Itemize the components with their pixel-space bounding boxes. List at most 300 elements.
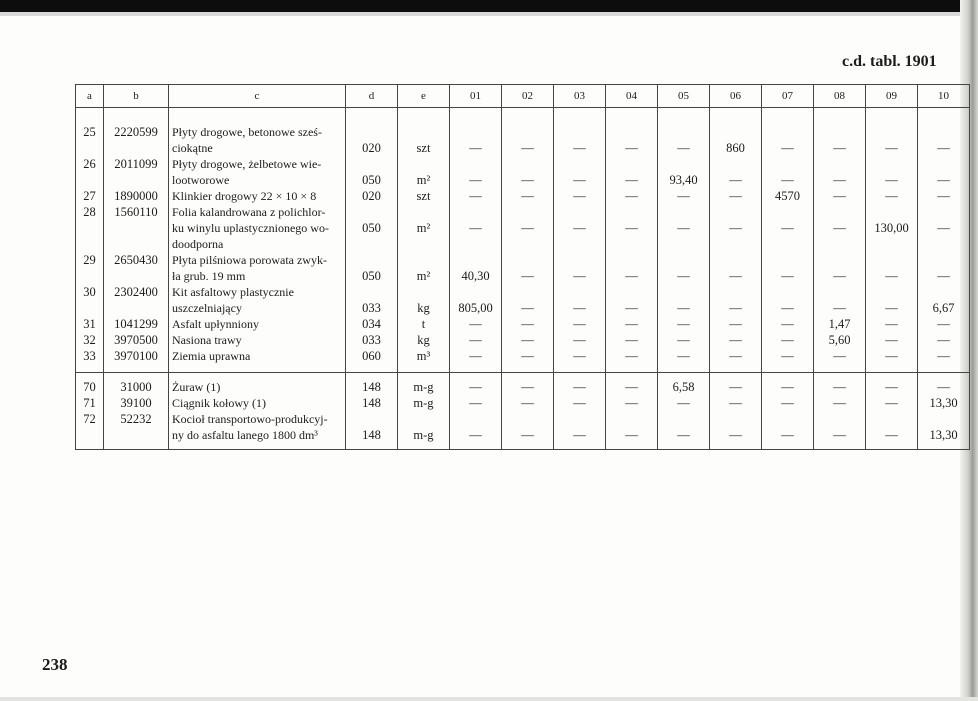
value-cell xyxy=(554,252,606,284)
value-cell-text: — xyxy=(625,269,638,283)
unit xyxy=(398,395,450,411)
value-cell-text: 6,67 xyxy=(932,301,955,315)
value-cell xyxy=(918,373,970,396)
item-description xyxy=(169,373,346,396)
description-line: doodporna xyxy=(172,237,224,251)
value-cell xyxy=(866,348,918,373)
table-row xyxy=(76,332,970,348)
value-cell-text: — xyxy=(469,317,482,331)
unit-code-text: 033 xyxy=(362,333,381,347)
value-cell-text: — xyxy=(937,141,950,155)
value-cell xyxy=(918,156,970,188)
value-cell-text: — xyxy=(833,173,846,187)
value-cell xyxy=(918,252,970,284)
row-index-text: 71 xyxy=(83,396,96,410)
value-cell-text: 93,40 xyxy=(669,173,698,187)
value-cell-text: — xyxy=(729,301,742,315)
item-code-text: 2220599 xyxy=(114,125,158,139)
value-cell-text: — xyxy=(573,333,586,347)
value-cell xyxy=(606,395,658,411)
value-cell xyxy=(450,156,502,188)
value-cell-text: — xyxy=(937,189,950,203)
unit-code-text: 060 xyxy=(362,349,381,363)
unit xyxy=(398,108,450,157)
value-cell xyxy=(502,284,554,316)
value-cell xyxy=(762,284,814,316)
row-index xyxy=(76,188,104,204)
unit-text: m-g xyxy=(413,380,434,394)
unit-code-text: 020 xyxy=(362,141,381,155)
value-cell-text: — xyxy=(937,269,950,283)
value-cell-text: — xyxy=(781,396,794,410)
value-cell xyxy=(502,108,554,157)
value-cell-text: — xyxy=(781,221,794,235)
row-index xyxy=(76,108,104,157)
value-cell-text: — xyxy=(833,301,846,315)
value-cell-text: — xyxy=(625,380,638,394)
unit-code-text: 050 xyxy=(362,173,381,187)
item-code-text: 1041299 xyxy=(114,317,158,331)
value-cell-text: — xyxy=(625,189,638,203)
scan-bottom-border xyxy=(0,697,978,701)
item-code-text: 3970100 xyxy=(114,349,158,363)
row-index xyxy=(76,373,104,396)
value-cell xyxy=(814,108,866,157)
value-cell-text: — xyxy=(625,173,638,187)
value-cell-text: — xyxy=(833,349,846,363)
header-cell: 01 xyxy=(450,85,502,108)
value-cell xyxy=(450,395,502,411)
row-index xyxy=(76,348,104,373)
value-cell xyxy=(554,284,606,316)
value-cell-text: — xyxy=(573,221,586,235)
row-index-text: 31 xyxy=(83,317,96,331)
value-cell-text: 860 xyxy=(726,141,745,155)
item-code xyxy=(104,188,169,204)
item-code xyxy=(104,316,169,332)
header-cell: 03 xyxy=(554,85,606,108)
value-cell xyxy=(554,348,606,373)
item-description xyxy=(169,411,346,450)
value-cell xyxy=(762,395,814,411)
value-cell-text: — xyxy=(781,333,794,347)
row-index-text: 27 xyxy=(83,189,96,203)
item-description xyxy=(169,204,346,252)
row-index-text: 70 xyxy=(83,380,96,394)
value-cell xyxy=(814,316,866,332)
value-cell xyxy=(918,411,970,450)
unit-code-text: 148 xyxy=(362,428,381,442)
unit-code-text: 148 xyxy=(362,380,381,394)
description-line: Asfalt upłynniony xyxy=(172,317,259,331)
item-code-text: 1890000 xyxy=(114,189,158,203)
header-cell: 02 xyxy=(502,85,554,108)
value-cell-text: 40,30 xyxy=(461,269,490,283)
value-cell xyxy=(866,204,918,252)
value-cell xyxy=(918,395,970,411)
unit xyxy=(398,316,450,332)
value-cell-text: — xyxy=(885,189,898,203)
value-cell xyxy=(502,411,554,450)
value-cell-text: — xyxy=(521,396,534,410)
value-cell xyxy=(658,395,710,411)
unit-code xyxy=(346,395,398,411)
value-cell-text: — xyxy=(781,301,794,315)
unit-code xyxy=(346,411,398,450)
value-cell-text: — xyxy=(885,173,898,187)
table-row xyxy=(76,252,970,284)
description-line: Nasiona trawy xyxy=(172,333,242,347)
value-cell xyxy=(658,252,710,284)
value-cell-text: — xyxy=(833,380,846,394)
item-description xyxy=(169,156,346,188)
value-cell-text: — xyxy=(729,333,742,347)
unit xyxy=(398,332,450,348)
value-cell-text: — xyxy=(469,333,482,347)
value-cell xyxy=(554,373,606,396)
header-cell: d xyxy=(346,85,398,108)
value-cell-text: — xyxy=(573,317,586,331)
value-cell-text: — xyxy=(885,396,898,410)
value-cell xyxy=(814,411,866,450)
value-cell xyxy=(658,284,710,316)
value-cell xyxy=(762,332,814,348)
table-row xyxy=(76,348,970,373)
description-line: Kit asfaltowy plastycznie xyxy=(172,285,294,299)
value-cell-text: — xyxy=(573,189,586,203)
value-cell xyxy=(710,108,762,157)
unit xyxy=(398,156,450,188)
table-row xyxy=(76,204,970,252)
value-cell xyxy=(658,348,710,373)
value-cell-text: — xyxy=(625,333,638,347)
row-index-text: 30 xyxy=(83,285,96,299)
value-cell xyxy=(710,373,762,396)
item-code xyxy=(104,332,169,348)
value-cell xyxy=(866,252,918,284)
unit-text: szt xyxy=(416,189,431,203)
value-cell-text: — xyxy=(937,317,950,331)
unit-text: m² xyxy=(416,221,431,235)
table-row xyxy=(76,373,970,396)
value-cell xyxy=(710,284,762,316)
value-cell xyxy=(450,316,502,332)
value-cell-text: — xyxy=(625,141,638,155)
row-index-text: 25 xyxy=(83,125,96,139)
value-cell xyxy=(450,332,502,348)
description-line: Ziemia uprawna xyxy=(172,349,251,363)
item-description xyxy=(169,188,346,204)
description-line: Płyty drogowe, betonowe sześ- xyxy=(172,125,322,139)
value-cell xyxy=(762,411,814,450)
unit-code-text: 020 xyxy=(362,189,381,203)
value-cell xyxy=(606,188,658,204)
value-cell-text: — xyxy=(937,380,950,394)
header-cell: c xyxy=(169,85,346,108)
unit-code xyxy=(346,204,398,252)
value-cell-text: — xyxy=(885,333,898,347)
value-cell-text: — xyxy=(781,380,794,394)
item-code-text: 31000 xyxy=(120,380,152,394)
unit-text: szt xyxy=(416,141,431,155)
value-cell-text: — xyxy=(625,349,638,363)
value-cell-text: — xyxy=(573,301,586,315)
unit-code xyxy=(346,348,398,373)
value-cell-text: — xyxy=(521,428,534,442)
value-cell xyxy=(658,188,710,204)
unit-code xyxy=(346,284,398,316)
value-cell xyxy=(710,204,762,252)
unit-code xyxy=(346,108,398,157)
value-cell xyxy=(606,204,658,252)
value-cell-text: 805,00 xyxy=(458,301,493,315)
value-cell xyxy=(450,373,502,396)
value-cell xyxy=(814,284,866,316)
unit-code xyxy=(346,252,398,284)
value-cell-text: — xyxy=(885,269,898,283)
value-cell xyxy=(866,156,918,188)
value-cell xyxy=(606,156,658,188)
value-cell xyxy=(918,316,970,332)
table-row xyxy=(76,395,970,411)
value-cell xyxy=(450,108,502,157)
value-cell xyxy=(450,252,502,284)
header-cell: 07 xyxy=(762,85,814,108)
item-description xyxy=(169,395,346,411)
value-cell-text: — xyxy=(573,380,586,394)
value-cell-text: — xyxy=(469,221,482,235)
unit-code-text: 050 xyxy=(362,269,381,283)
value-cell xyxy=(762,156,814,188)
unit-text: kg xyxy=(417,333,430,347)
value-cell-text: — xyxy=(521,380,534,394)
value-cell-text: — xyxy=(521,173,534,187)
value-cell xyxy=(554,156,606,188)
description-line: ku winylu uplastycznionego wo- xyxy=(172,221,329,235)
data-table xyxy=(75,84,970,450)
value-cell xyxy=(762,108,814,157)
value-cell xyxy=(554,188,606,204)
value-cell xyxy=(658,332,710,348)
row-index-text: 29 xyxy=(83,253,96,267)
value-cell-text: — xyxy=(521,221,534,235)
table-row xyxy=(76,156,970,188)
value-cell xyxy=(814,332,866,348)
unit-text: m² xyxy=(416,269,431,283)
description-line: ciokątne xyxy=(172,141,213,155)
unit-code-text: 033 xyxy=(362,301,381,315)
value-cell xyxy=(710,395,762,411)
value-cell xyxy=(554,204,606,252)
unit xyxy=(398,284,450,316)
header-cell: 06 xyxy=(710,85,762,108)
value-cell-text: — xyxy=(885,317,898,331)
value-cell-text: — xyxy=(677,428,690,442)
value-cell xyxy=(814,252,866,284)
value-cell xyxy=(606,108,658,157)
value-cell-text: — xyxy=(729,269,742,283)
item-code xyxy=(104,411,169,450)
value-cell xyxy=(502,332,554,348)
value-cell xyxy=(866,373,918,396)
value-cell xyxy=(710,316,762,332)
value-cell-text: — xyxy=(885,141,898,155)
value-cell xyxy=(658,108,710,157)
value-cell-text: — xyxy=(781,173,794,187)
row-index xyxy=(76,252,104,284)
value-cell xyxy=(710,348,762,373)
item-code xyxy=(104,156,169,188)
value-cell-text: — xyxy=(677,141,690,155)
value-cell-text: — xyxy=(469,189,482,203)
value-cell xyxy=(866,332,918,348)
value-cell-text: — xyxy=(469,428,482,442)
value-cell-text: — xyxy=(469,141,482,155)
table-row xyxy=(76,108,970,157)
unit xyxy=(398,348,450,373)
value-cell-text: — xyxy=(937,333,950,347)
value-cell-text: — xyxy=(833,141,846,155)
description-line: Folia kalandrowana z polichlor- xyxy=(172,205,326,219)
value-cell xyxy=(658,156,710,188)
row-index xyxy=(76,411,104,450)
value-cell xyxy=(502,395,554,411)
value-cell xyxy=(502,252,554,284)
value-cell xyxy=(658,373,710,396)
unit xyxy=(398,252,450,284)
value-cell-text: — xyxy=(833,189,846,203)
value-cell-text: — xyxy=(677,396,690,410)
item-description xyxy=(169,108,346,157)
value-cell xyxy=(866,188,918,204)
value-cell xyxy=(502,316,554,332)
item-description xyxy=(169,284,346,316)
item-code-text: 2302400 xyxy=(114,285,158,299)
value-cell xyxy=(606,332,658,348)
value-cell-text: — xyxy=(781,428,794,442)
value-cell xyxy=(866,395,918,411)
value-cell xyxy=(658,316,710,332)
value-cell-text: — xyxy=(729,428,742,442)
row-index xyxy=(76,284,104,316)
value-cell xyxy=(710,332,762,348)
value-cell-text: — xyxy=(521,189,534,203)
unit-text: kg xyxy=(417,301,430,315)
description-line: Ciągnik kołowy (1) xyxy=(172,396,266,410)
header-row xyxy=(76,85,970,108)
value-cell xyxy=(762,316,814,332)
value-cell xyxy=(554,332,606,348)
value-cell-text: 13,30 xyxy=(929,428,958,442)
value-cell-text: — xyxy=(677,349,690,363)
item-code-text: 3970500 xyxy=(114,333,158,347)
value-cell xyxy=(710,188,762,204)
description-line: Klinkier drogowy 22 × 10 × 8 xyxy=(172,189,317,203)
unit-code xyxy=(346,373,398,396)
value-cell-text: — xyxy=(729,189,742,203)
value-cell xyxy=(762,252,814,284)
value-cell-text: 5,60 xyxy=(828,333,851,347)
value-cell xyxy=(866,316,918,332)
scan-top-shadow xyxy=(0,12,978,16)
value-cell-text: 1,47 xyxy=(828,317,851,331)
unit-code xyxy=(346,156,398,188)
value-cell xyxy=(450,204,502,252)
item-code-text: 2011099 xyxy=(114,157,158,171)
value-cell xyxy=(918,188,970,204)
value-cell-text: — xyxy=(833,269,846,283)
value-cell-text: — xyxy=(573,141,586,155)
value-cell-text: — xyxy=(469,349,482,363)
value-cell xyxy=(502,156,554,188)
value-cell-text: — xyxy=(885,380,898,394)
item-code-text: 2650430 xyxy=(114,253,158,267)
table-group-materials xyxy=(76,108,970,373)
value-cell-text: — xyxy=(781,349,794,363)
value-cell xyxy=(814,348,866,373)
value-cell xyxy=(814,188,866,204)
value-cell xyxy=(866,284,918,316)
value-cell-text: — xyxy=(937,221,950,235)
value-cell-text: — xyxy=(833,221,846,235)
item-description xyxy=(169,316,346,332)
value-cell xyxy=(814,395,866,411)
value-cell-text: — xyxy=(937,173,950,187)
value-cell xyxy=(710,156,762,188)
value-cell xyxy=(606,316,658,332)
value-cell-text: — xyxy=(573,173,586,187)
header-cell: b xyxy=(104,85,169,108)
value-cell xyxy=(502,348,554,373)
value-cell xyxy=(450,411,502,450)
value-cell-text: — xyxy=(625,221,638,235)
value-cell xyxy=(918,108,970,157)
value-cell-text: — xyxy=(521,269,534,283)
value-cell-text: — xyxy=(521,141,534,155)
description-line: lootworowe xyxy=(172,173,230,187)
value-cell xyxy=(606,252,658,284)
unit xyxy=(398,204,450,252)
value-cell xyxy=(762,204,814,252)
unit xyxy=(398,411,450,450)
value-cell xyxy=(814,204,866,252)
table-group-equipment xyxy=(76,373,970,450)
value-cell-text: — xyxy=(729,349,742,363)
page-number: 238 xyxy=(42,655,68,674)
value-cell-text: 4570 xyxy=(775,189,800,203)
description-line: Płyty drogowe, żelbetowe wie- xyxy=(172,157,322,171)
value-cell-text: — xyxy=(521,317,534,331)
value-cell-text: — xyxy=(781,141,794,155)
item-code xyxy=(104,348,169,373)
value-cell xyxy=(502,204,554,252)
header-cell: a xyxy=(76,85,104,108)
row-index-text: 72 xyxy=(83,412,96,426)
table-caption: c.d. tabl. 1901 xyxy=(842,53,937,70)
description-line: uszczelniający xyxy=(172,301,242,315)
value-cell-text: — xyxy=(729,396,742,410)
value-cell-text: 6,58 xyxy=(672,380,695,394)
value-cell-text: — xyxy=(885,428,898,442)
description-line: Żuraw (1) xyxy=(172,380,221,394)
value-cell-text: — xyxy=(573,396,586,410)
unit-code xyxy=(346,332,398,348)
item-code xyxy=(104,284,169,316)
value-cell-text: — xyxy=(729,380,742,394)
value-cell-text: — xyxy=(677,317,690,331)
value-cell-text: — xyxy=(729,317,742,331)
value-cell-text: — xyxy=(677,221,690,235)
